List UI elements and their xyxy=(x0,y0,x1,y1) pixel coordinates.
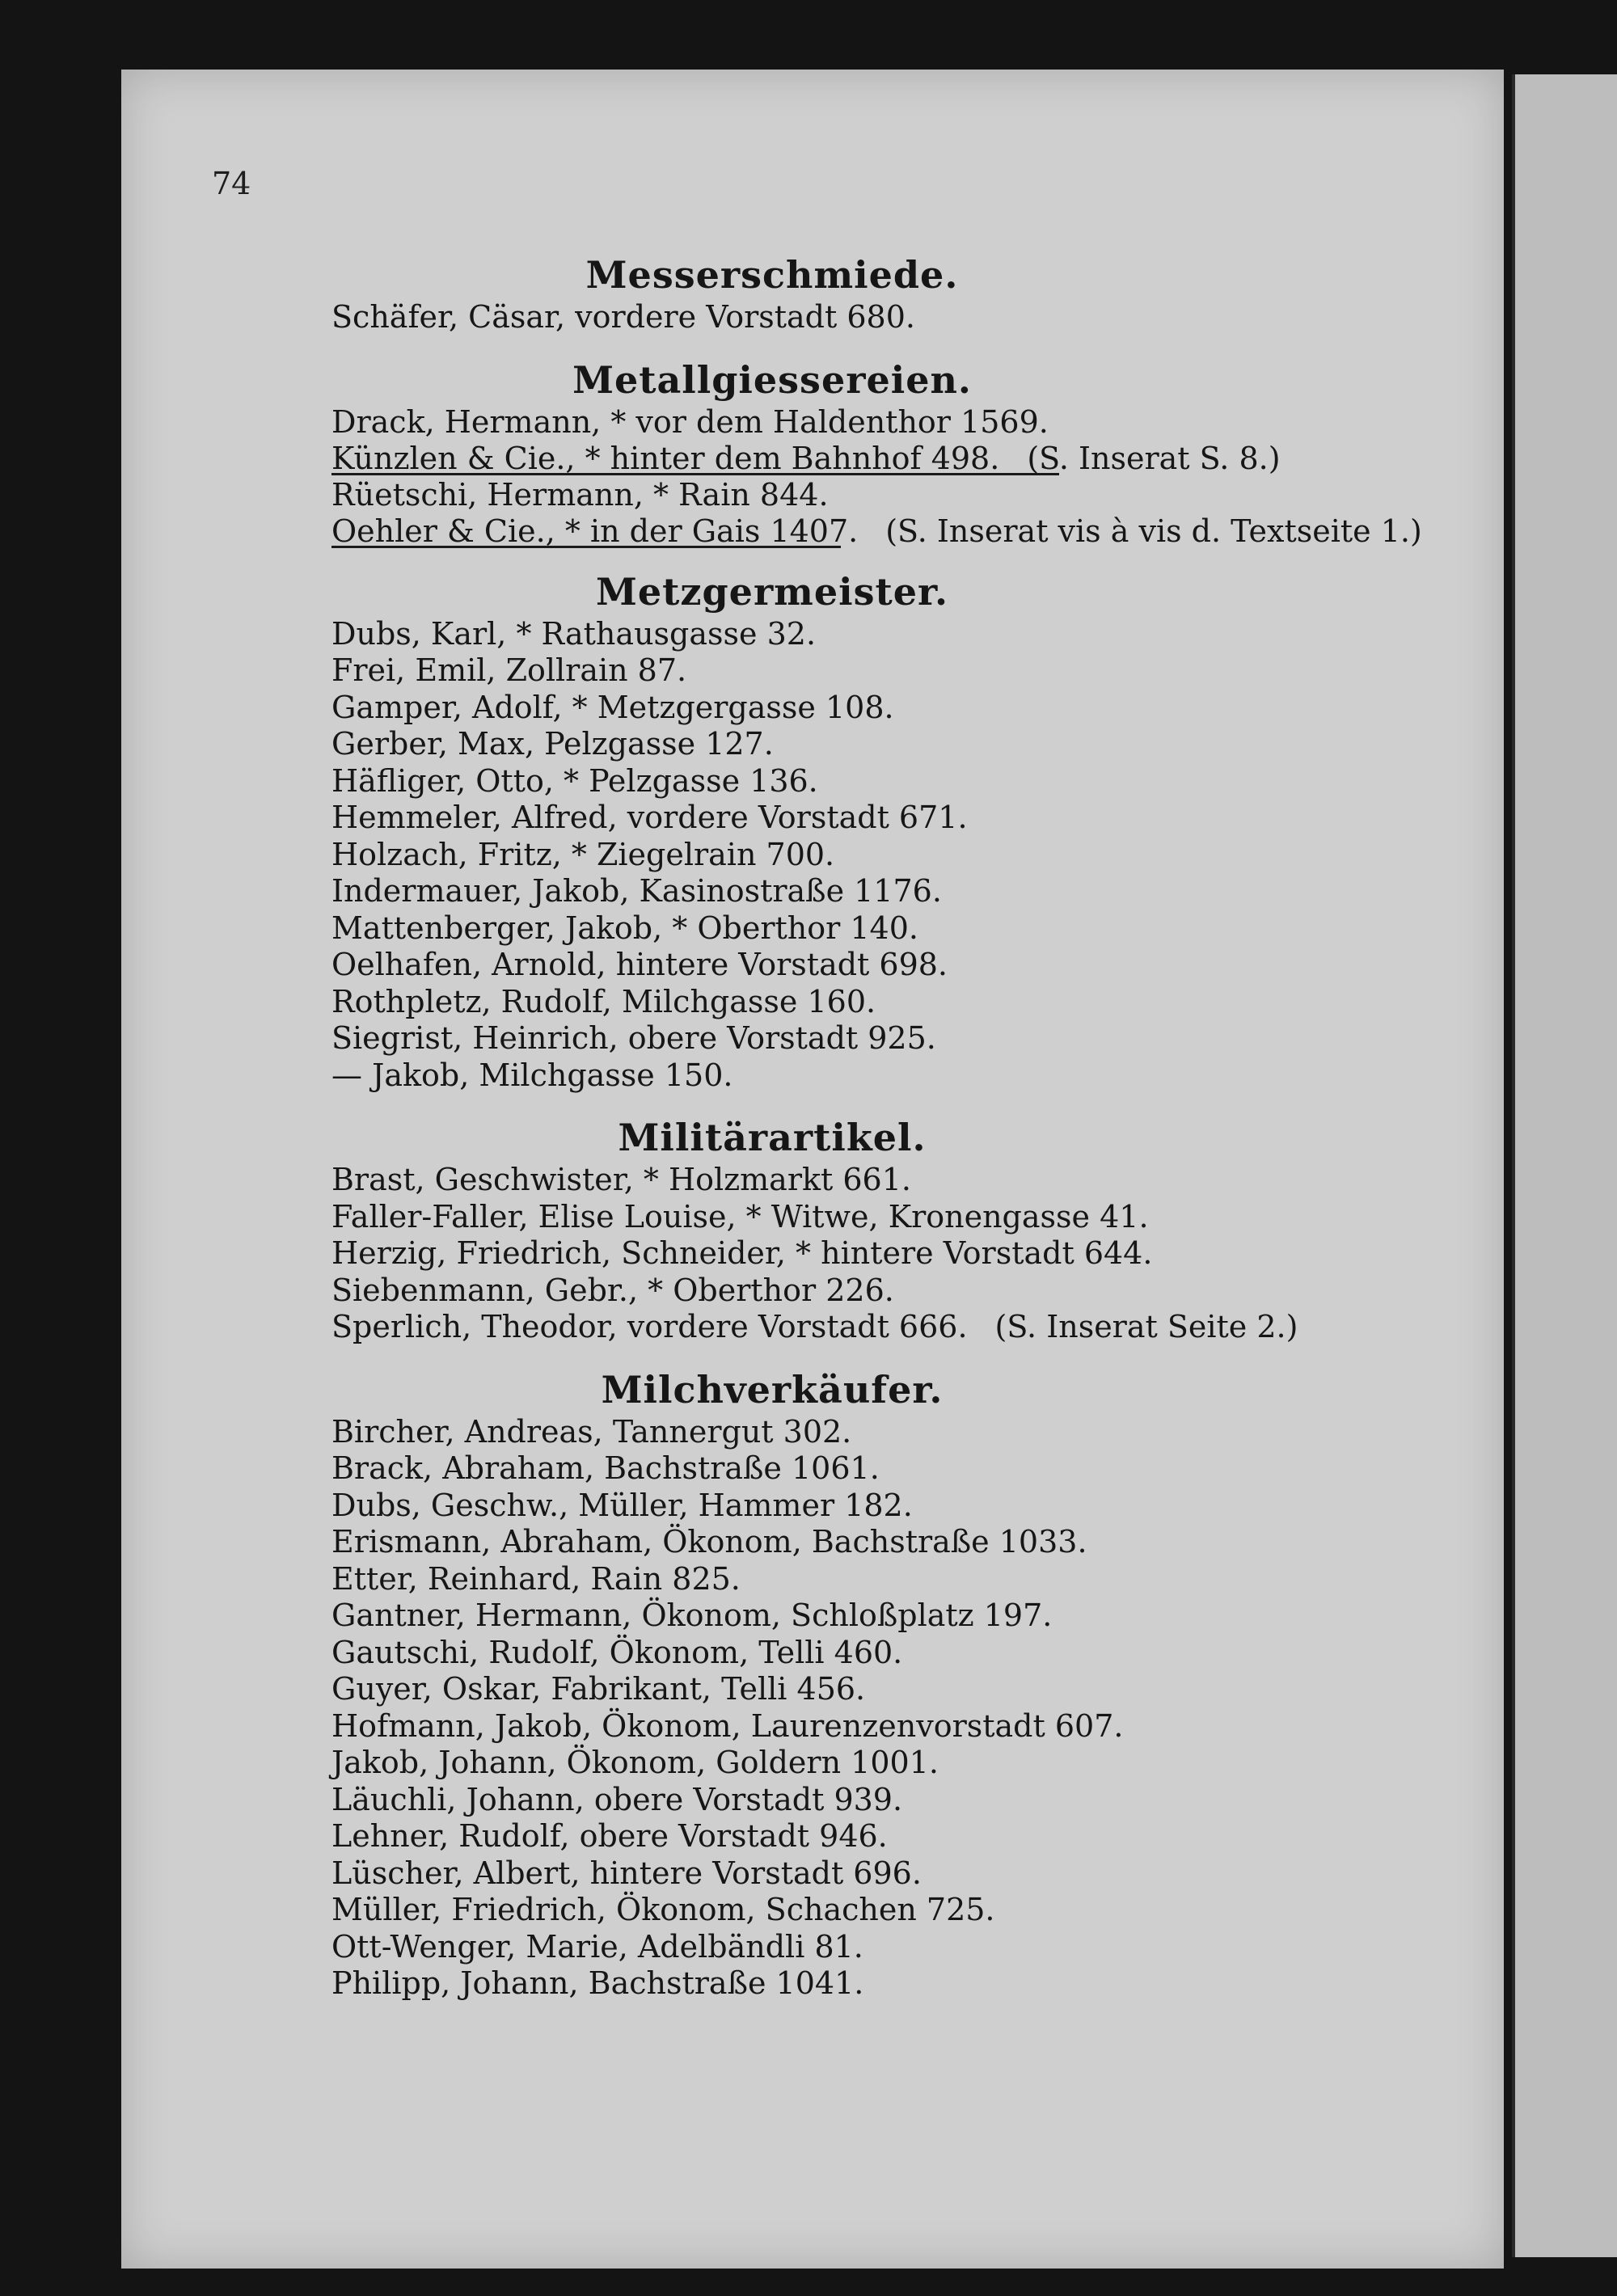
directory-entry xyxy=(331,763,1463,800)
entry-text: Gamper, Adolf, * Metzgergasse 108. xyxy=(331,689,894,725)
directory-entry xyxy=(331,1708,1463,1745)
entry-text: Häfliger, Otto, * Pelzgasse 136. xyxy=(331,762,818,799)
section-title: Metzgermeister. xyxy=(595,569,949,614)
directory-entry xyxy=(331,1524,1463,1561)
directory-entry xyxy=(331,1561,1463,1598)
entry-text: Dubs, Geschw., Müller, Hammer 182. xyxy=(331,1487,913,1523)
entry-text: Gautschi, Rudolf, Ökonom, Telli 460. xyxy=(331,1634,903,1670)
directory-entry xyxy=(331,726,1463,763)
entry-text: Hemmeler, Alfred, vordere Vorstadt 671. xyxy=(331,800,968,835)
directory-entry xyxy=(331,513,1463,551)
entry-text: Gantner, Hermann, Ökonom, Schloßplatz 197. xyxy=(331,1597,1053,1633)
entry-text: Siebenmann, Gebr., * Oberthor 226. xyxy=(331,1272,894,1308)
directory-entry xyxy=(331,910,1463,948)
entry-text: Brack, Abraham, Bachstraße 1061. xyxy=(331,1450,880,1486)
directory-entry xyxy=(331,616,1463,653)
directory-entry xyxy=(331,984,1463,1021)
directory-entry xyxy=(331,1414,1463,1451)
entry-text: Philipp, Johann, Bachstraße 1041. xyxy=(331,1965,864,2001)
entry-text: Läuchli, Johann, obere Vorstadt 939. xyxy=(331,1781,903,1817)
entry-text: Oehler & Cie., * in der Gais 1407. xyxy=(331,513,859,549)
entry-text: Rothpletz, Rudolf, Milchgasse 160. xyxy=(331,983,876,1019)
directory-content xyxy=(331,251,1463,2022)
section xyxy=(331,356,1463,548)
entry-text: Ott-Wenger, Marie, Adelbändli 81. xyxy=(331,1928,863,1965)
directory-entry xyxy=(331,1235,1463,1273)
entry-text: Rüetschi, Hermann, * Rain 844. xyxy=(331,476,829,513)
entry-text: Lehner, Rudolf, obere Vorstadt 946. xyxy=(331,1818,888,1854)
entry-text: Bircher, Andreas, Tannergut 302. xyxy=(331,1413,852,1450)
directory-entry xyxy=(331,1488,1463,1525)
directory-entry xyxy=(331,1782,1463,1819)
directory-entry xyxy=(331,1162,1463,1199)
section xyxy=(331,1365,1463,2003)
directory-entry xyxy=(331,1671,1463,1708)
section-title: Messerschmiede. xyxy=(585,253,959,297)
page-number: 74 xyxy=(212,166,251,201)
directory-entry xyxy=(331,837,1463,874)
entry-text: Holzach, Fritz, * Ziegelrain 700. xyxy=(331,836,835,872)
directory-entry xyxy=(331,652,1463,690)
directory-entry xyxy=(331,1273,1463,1310)
entry-text: Müller, Friedrich, Ökonom, Schachen 725. xyxy=(331,1892,995,1927)
entry-text: Jakob, Johann, Ökonom, Goldern 1001. xyxy=(331,1745,939,1780)
section-title: Metallgiessereien. xyxy=(572,357,972,402)
entry-text: Brast, Geschwister, * Holzmarkt 661. xyxy=(331,1162,911,1197)
directory-entry xyxy=(331,299,1463,336)
directory-entry xyxy=(331,873,1463,910)
section-title: Milchverkäufer. xyxy=(601,1367,944,1412)
entry-text: Indermauer, Jakob, Kasinostraße 1176. xyxy=(331,873,942,909)
directory-entry xyxy=(331,1199,1463,1236)
entry-text: Hofmann, Jakob, Ökonom, Laurenzenvorstadt 607. xyxy=(331,1707,1124,1744)
entry-note: (S. Inserat S. 8.) xyxy=(1027,441,1281,476)
directory-entry xyxy=(331,1635,1463,1672)
directory-entry xyxy=(331,690,1463,727)
directory-entry xyxy=(331,1745,1463,1782)
entry-text: Faller-Faller, Elise Louise, * Witwe, Kronengasse 41. xyxy=(331,1198,1149,1235)
directory-entry xyxy=(331,441,1463,478)
entry-text: Guyer, Oskar, Fabrikant, Telli 456. xyxy=(331,1671,866,1707)
entry-text: Sperlich, Theodor, vordere Vorstadt 666. xyxy=(331,1309,968,1344)
directory-entry xyxy=(331,947,1463,984)
entry-text: Oelhafen, Arnold, hintere Vorstadt 698. xyxy=(331,947,948,982)
entry-text: Frei, Emil, Zollrain 87. xyxy=(331,652,687,688)
entry-text: Drack, Hermann, * vor dem Haldenthor 1569. xyxy=(331,403,1049,440)
directory-entry xyxy=(331,800,1463,837)
directory-entry xyxy=(331,1309,1463,1346)
entry-note: (S. Inserat vis à vis d. Textseite 1.) xyxy=(885,513,1422,549)
entry-text: Siegrist, Heinrich, obere Vorstadt 925. xyxy=(331,1020,936,1056)
directory-entry xyxy=(331,1597,1463,1635)
directory-entry xyxy=(331,1818,1463,1855)
section-title: Militärartikel. xyxy=(618,1116,927,1159)
entry-text: — Jakob, Milchgasse 150. xyxy=(331,1057,733,1093)
entry-text: Herzig, Friedrich, Schneider, * hintere Vorstadt 644. xyxy=(331,1235,1153,1271)
directory-entry xyxy=(331,1892,1463,1929)
entry-text: Gerber, Max, Pelzgasse 127. xyxy=(331,726,774,762)
entry-text: Schäfer, Cäsar, vordere Vorstadt 680. xyxy=(331,299,915,335)
directory-entry xyxy=(331,1929,1463,1966)
section xyxy=(331,568,1463,1095)
entry-text: Lüscher, Albert, hintere Vorstadt 696. xyxy=(331,1855,922,1891)
section xyxy=(331,1113,1463,1346)
entry-text: Dubs, Karl, * Rathausgasse 32. xyxy=(331,615,817,652)
adjacent-page-edge xyxy=(1512,74,1617,2257)
entry-text: Mattenberger, Jakob, * Oberthor 140. xyxy=(331,910,918,946)
entry-text: Etter, Reinhard, Rain 825. xyxy=(331,1560,741,1597)
entry-note: (S. Inserat Seite 2.) xyxy=(994,1309,1298,1344)
directory-entry xyxy=(331,477,1463,514)
directory-entry xyxy=(331,1855,1463,1893)
entry-text: Erismann, Abraham, Ökonom, Bachstraße 1033. xyxy=(331,1524,1087,1560)
directory-entry xyxy=(331,1057,1463,1095)
entry-text: Künzlen & Cie., * hinter dem Bahnhof 498. xyxy=(331,441,1000,476)
directory-entry xyxy=(331,1965,1463,2003)
directory-entry xyxy=(331,1450,1463,1488)
section xyxy=(331,251,1463,336)
directory-entry xyxy=(331,404,1463,441)
directory-entry xyxy=(331,1020,1463,1057)
